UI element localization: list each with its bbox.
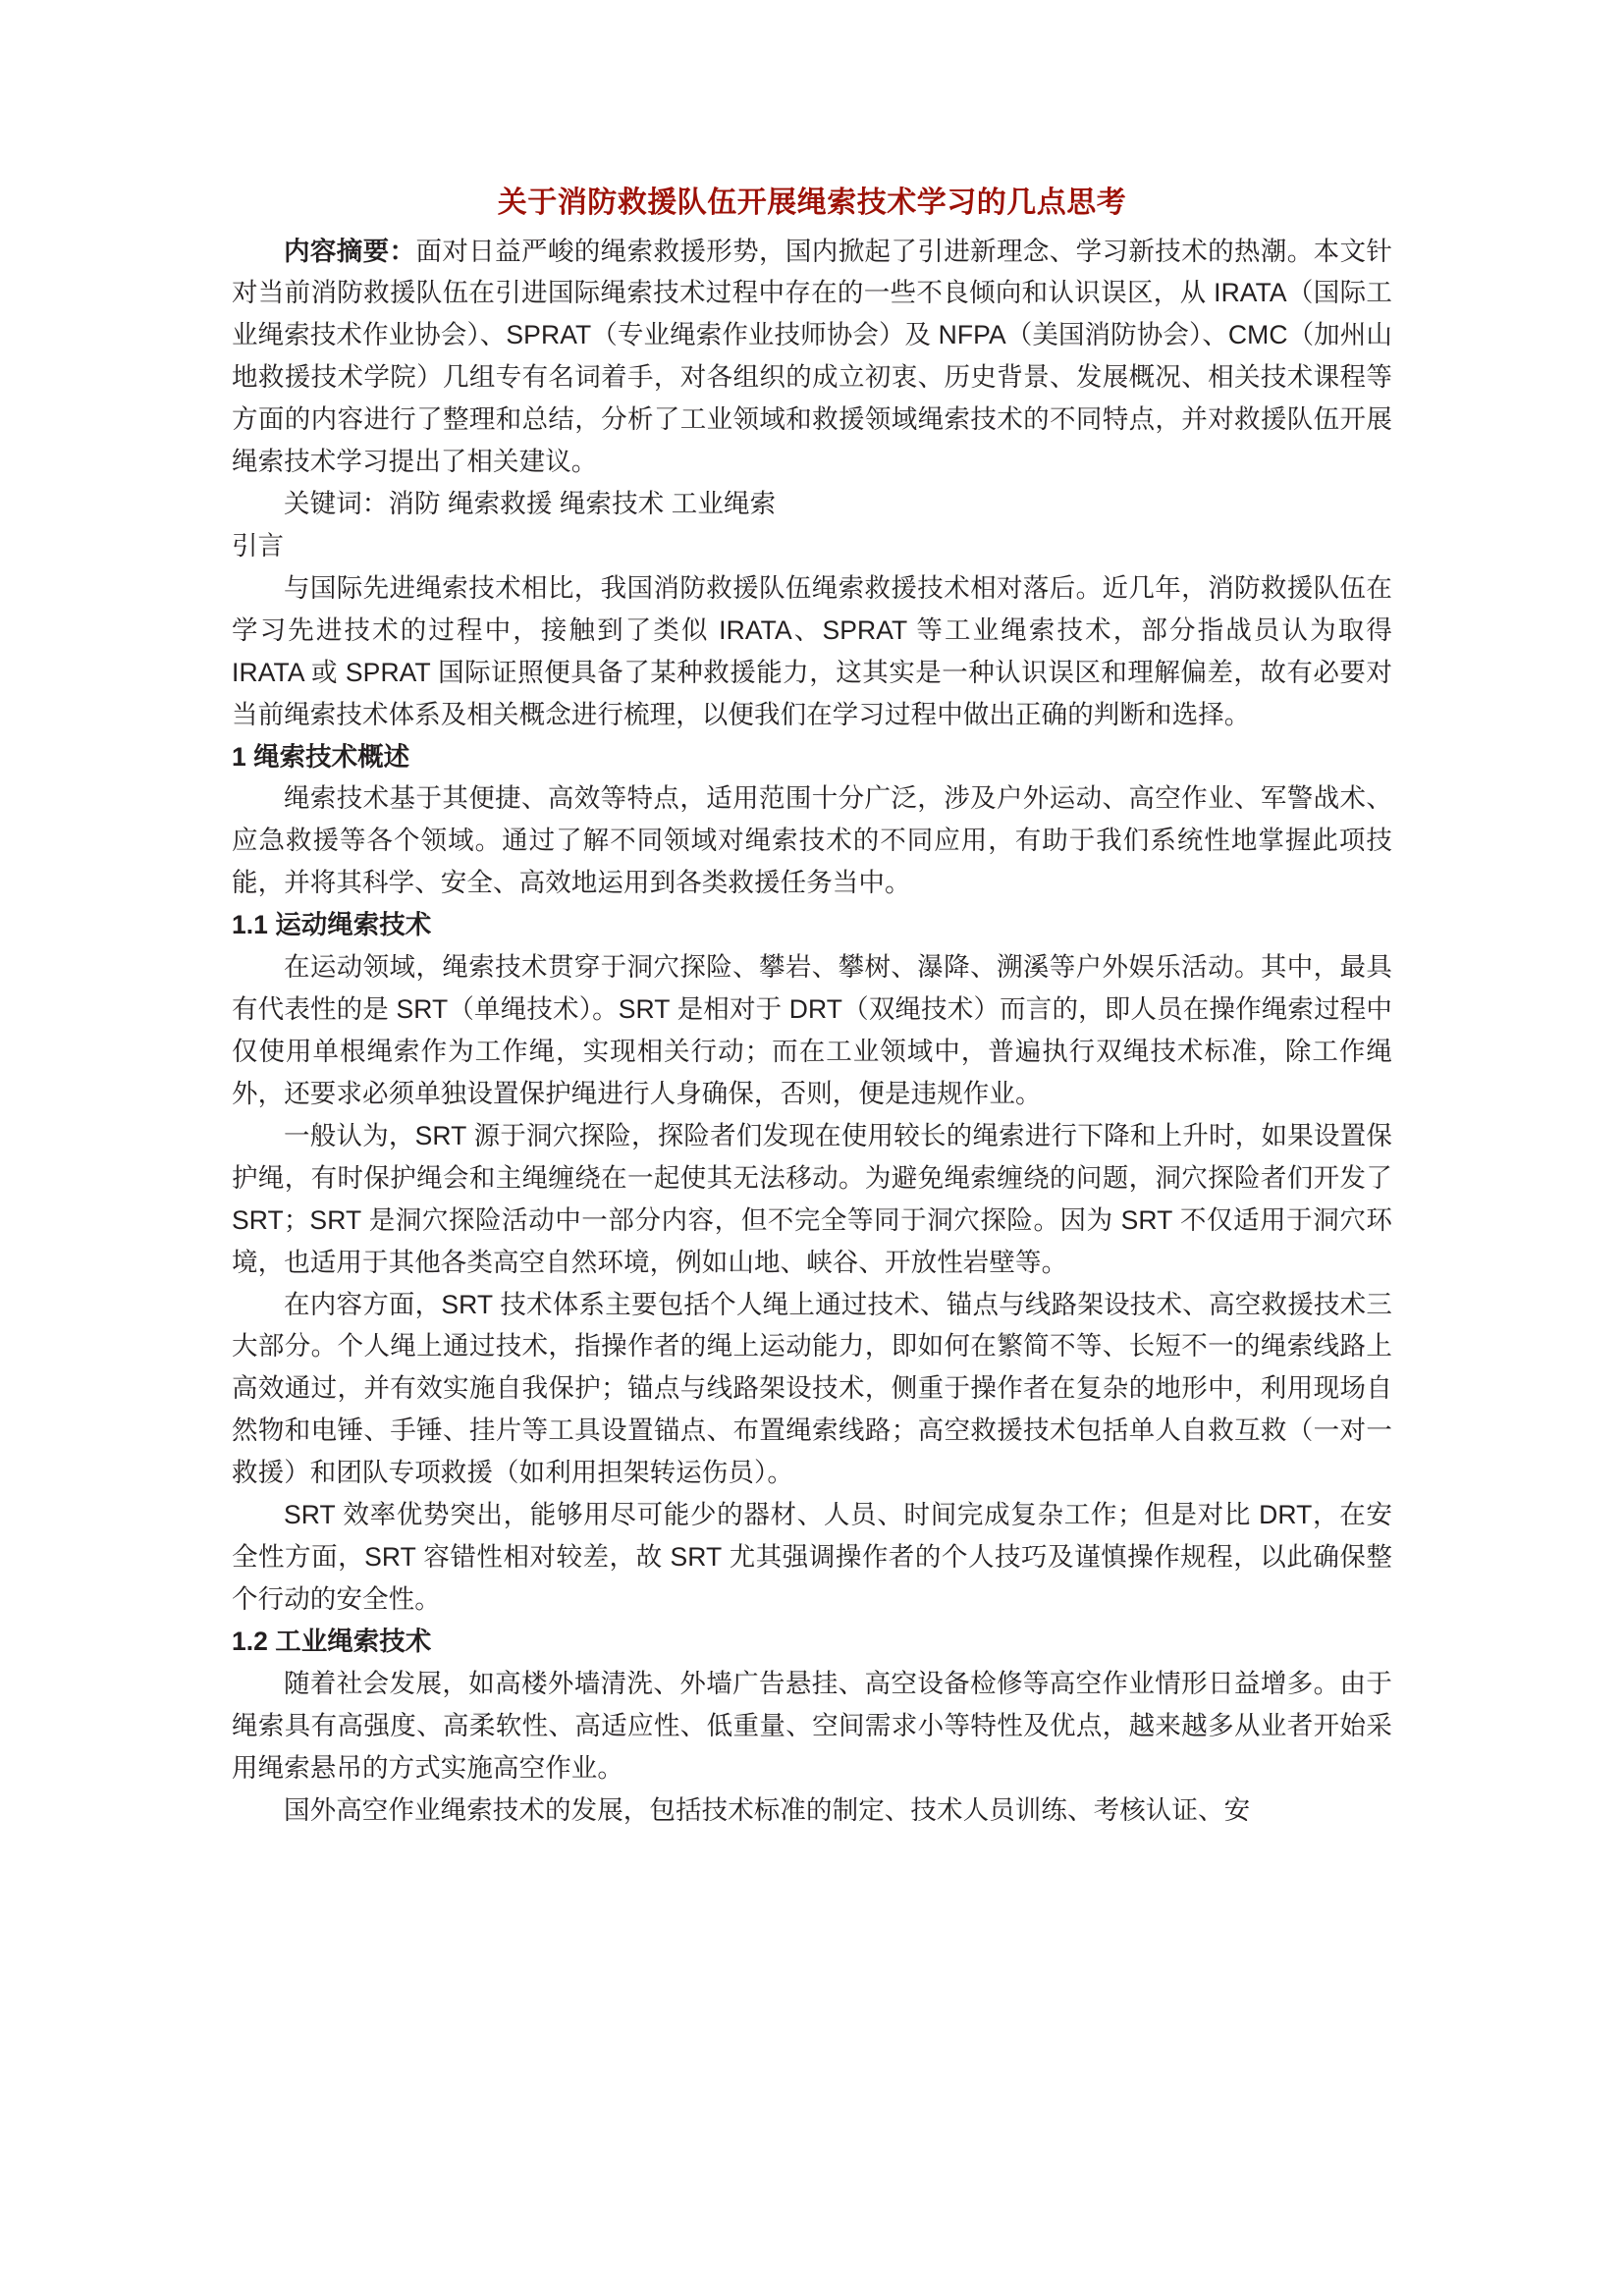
section-heading-1-2: 1.2 工业绳索技术 — [232, 1626, 432, 1656]
section-1-paragraph-1: 绳索技术基于其便捷、高效等特点，适用范围十分广泛，涉及户外运动、高空作业、军警战术、应急救援等各个领域。通过了解不同领域对绳索技术的不同应用，有助于我们系统性地掌握此项技能，并将其科学、安全、高效地运用到各类救援任务当中。 — [232, 783, 1392, 898]
abstract-label: 内容摘要： — [284, 236, 416, 266]
section-1-1-paragraph-1: 在运动领域，绳索技术贯穿于洞穴探险、攀岩、攀树、瀑降、溯溪等户外娱乐活动。其中，最具有代表性的是 SRT（单绳技术）。SRT 是相对于 DRT（双绳技术）而言的，即人员在操作绳索过程中仅使用单根绳索作为工作绳，实现相关行动；而在工业领域中，普遍执行双绳技术标准，除工作绳外，还要求必须单独设置保护绳进行人身确保，否则，便是违规作业。 — [232, 952, 1392, 1108]
section-1-1-paragraph-4: SRT 效率优势突出，能够用尽可能少的器材、人员、时间完成复杂工作；但是对比 DRT，在安全性方面，SRT 容错性相对较差，故 SRT 尤其强调操作者的个人技巧及谨慎操作规程，以此确保整个行动的安全性。 — [232, 1500, 1392, 1614]
abstract-paragraph — [232, 231, 1392, 484]
section-1-1-paragraph-2: 一般认为，SRT 源于洞穴探险，探险者们发现在使用较长的绳索进行下降和上升时，如果设置保护绳，有时保护绳会和主绳缠绕在一起使其无法移动。为避免绳索缠绕的问题，洞穴探险者们开发了 SRT；SRT 是洞穴探险活动中一部分内容，但不完全等同于洞穴探险。因为 SRT 不仅适用于洞穴环境，也适用于其他各类高空自然环境，例如山地、峡谷、开放性岩壁等。 — [232, 1120, 1392, 1277]
section-1-2-paragraph-1: 随着社会发展，如高楼外墙清洗、外墙广告悬挂、高空设备检修等高空作业情形日益增多。由于绳索具有高强度、高柔软性、高适应性、低重量、空间需求小等特性及优点，越来越多从业者开始采用绳索悬吊的方式实施高空作业。 — [232, 1668, 1392, 1783]
section-1-2-paragraph-2: 国外高空作业绳索技术的发展，包括技术标准的制定、技术人员训练、考核认证、安 — [284, 1794, 1251, 1825]
section-1-1-paragraph-3: 在内容方面，SRT 技术体系主要包括个人绳上通过技术、锚点与线路架设技术、高空救援技术三大部分。个人绳上通过技术，指操作者的绳上运动能力，即如何在繁简不等、长短不一的绳索线路上高效通过，并有效实施自我保护；锚点与线路架设技术，侧重于操作者在复杂的地形中，利用现场自然物和电锤、手锤、挂片等工具设置锚点、布置绳索线路；高空救援技术包括单人自救互救（一对一救援）和团队专项救援（如利用担架转运伤员）。 — [232, 1289, 1392, 1488]
abstract-text: 面对日益严峻的绳索救援形势，国内掀起了引进新理念、学习新技术的热潮。本文针对当前消防救援队伍在引进国际绳索技术过程中存在的一些不良倾向和认识误区，从 IRATA（国际工业绳索技术作业协会）、SPRAT（专业绳索作业技师协会）及 NFPA（美国消防协会）、CMC（加州山地救援技术学院）几组专有名词着手，对各组织的成立初衷、历史背景、发展概况、相关技术课程等方面的内容进行了整理和总结，分析了工业领域和救援领域绳索技术的不同特点，并对救援队伍开展绳索技术学习提出了相关建议。 — [232, 236, 1393, 477]
section-heading-1-1: 1.1 运动绳索技术 — [232, 910, 432, 940]
intro-heading: 引言 — [232, 530, 284, 561]
section-heading-1: 1 绳索技术概述 — [232, 741, 410, 772]
page-title: 关于消防救援队伍开展绳索技术学习的几点思考 — [497, 187, 1127, 219]
keywords-line: 关键词：消防 绳索救援 绳索技术 工业绳索 — [284, 489, 777, 519]
intro-paragraph: 与国际先进绳索技术相比，我国消防救援队伍绳索救援技术相对落后。近几年，消防救援队伍在学习先进技术的过程中，接触到了类似 IRATA、SPRAT 等工业绳索技术，部分指战员认为取得 IRATA 或 SPRAT 国际证照便具备了某种救援能力，这其实是一种认识误区和理解偏差，故有必要对当前绳索技术体系及相关概念进行梳理，以便我们在学习过程中做出正确的判断和选择。 — [232, 572, 1392, 729]
